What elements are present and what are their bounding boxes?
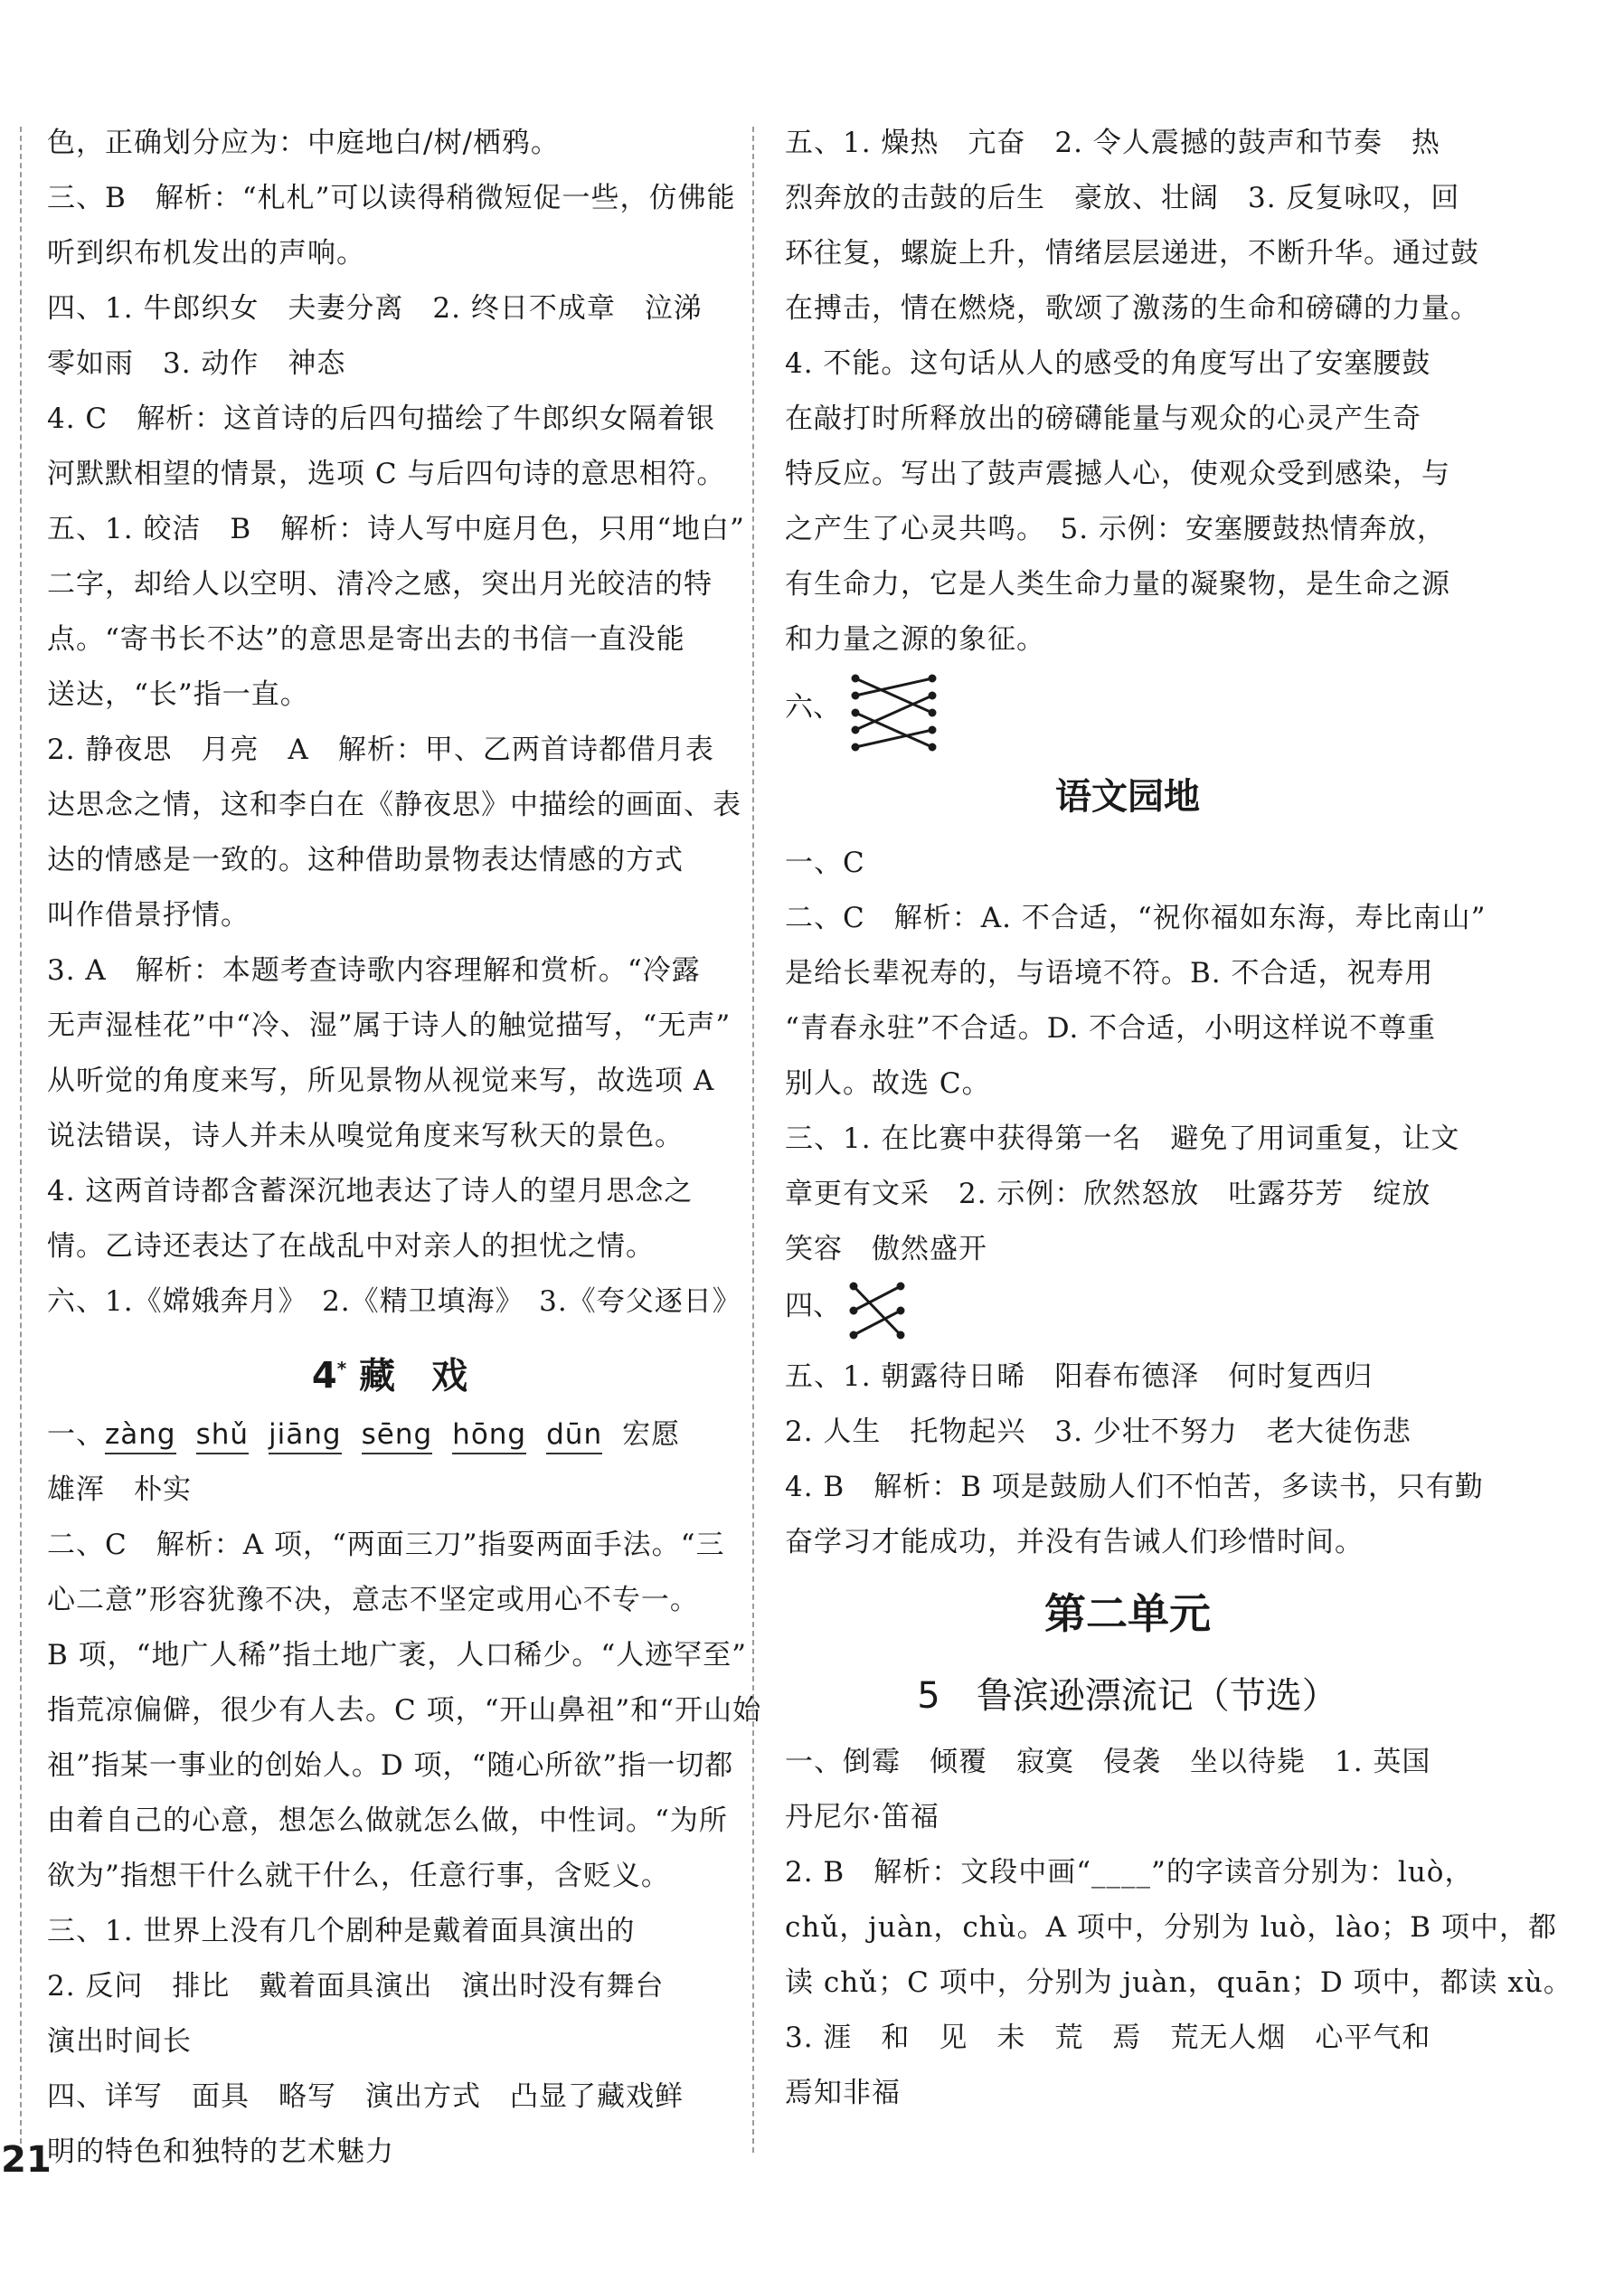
pinyin-item: shǔ bbox=[196, 1416, 249, 1454]
cross-lines-icon bbox=[846, 1277, 910, 1346]
text-line: 情。乙诗还表达了在战乱中对亲人的担忧之情。 bbox=[47, 1230, 655, 1263]
text-line: 4. B 解析：B 项是鼓励人们不怕苦，多读书，只有勤 bbox=[785, 1471, 1484, 1503]
pinyin-item: hōng bbox=[452, 1416, 526, 1454]
text-line: “青春永驻”不合适。D. 不合适，小明这样说不尊重 bbox=[785, 1012, 1437, 1045]
matching-figure-six bbox=[785, 668, 1470, 758]
pinyin-item: dūn bbox=[546, 1416, 602, 1454]
text-line: 心二意”形容犹豫不决，意志不坚定或用心不专一。 bbox=[47, 1584, 699, 1616]
column-divider-rule bbox=[752, 127, 754, 2153]
pinyin-item: jiāng bbox=[269, 1416, 342, 1454]
text-line: 一、倒霉 倾覆 寂寞 侵袭 坐以待毙 1. 英国 bbox=[785, 1746, 1431, 1778]
lesson-5-heading: 5 鲁滨逊漂流记（节选） bbox=[917, 1675, 1338, 1717]
text-line: 雄浑 朴实 bbox=[47, 1473, 192, 1506]
text-line: 欲为”指想干什么就干什么，任意行事，含贬义。 bbox=[47, 1860, 670, 1892]
text-line: 三、1. 在比赛中获得第一名 避免了用词重复，让文 bbox=[785, 1122, 1460, 1155]
text-line: 三、B 解析：“札札”可以读得稍微短促一些，仿佛能 bbox=[47, 182, 736, 214]
text-line: 达的情感是一致的。这种借助景物表达情感的方式 bbox=[47, 844, 684, 876]
text-line: 无声湿桂花”中“冷、湿”属于诗人的触觉描写，“无声” bbox=[47, 1009, 732, 1042]
text-line: 四、详写 面具 略写 演出方式 凸显了藏戏鲜 bbox=[47, 2080, 684, 2113]
text-line: 明的特色和独特的艺术魅力 bbox=[47, 2136, 394, 2168]
left-margin-rule bbox=[20, 127, 22, 2153]
lesson-number: 4 bbox=[311, 1355, 337, 1397]
text-line: 点。“寄书长不达”的意思是寄出去的书信一直没能 bbox=[47, 623, 685, 656]
yuwen-yuandi-heading: 语文园地 bbox=[1055, 776, 1200, 818]
text-line: B 项，“地广人稀”指土地广袤，人口稀少。“人迹罕至” bbox=[47, 1639, 748, 1672]
text-line: 五、1. 皎洁 B 解析：诗人写中庭月色，只用“地白” bbox=[47, 513, 745, 545]
pinyin-suffix: 宏愿 bbox=[622, 1418, 681, 1451]
text-line: 指荒凉偏僻，很少有人去。C 项，“开山鼻祖”和“开山始 bbox=[47, 1694, 762, 1727]
text-line: 有生命力，它是人类生命力量的凝聚物，是生命之源 bbox=[785, 568, 1450, 601]
text-line: 由着自己的心意，想怎么做就怎么做，中性词。“为所 bbox=[47, 1804, 728, 1837]
lesson-name: 藏 戏 bbox=[359, 1355, 468, 1397]
text-line: 环往复，螺旋上升，情绪层层递进，不断升华。通过鼓 bbox=[785, 237, 1479, 270]
page-number: 21 bbox=[1, 2139, 52, 2181]
text-line: 听到织布机发出的声响。 bbox=[47, 237, 365, 270]
text-line: 笑容 傲然盛开 bbox=[785, 1233, 987, 1265]
text-line: 焉知非福 bbox=[785, 2077, 901, 2109]
text-line: 别人。故选 C。 bbox=[785, 1067, 991, 1100]
text-line: 送达，“长”指一直。 bbox=[47, 678, 309, 711]
text-line: 2. 静夜思 月亮 A 解析：甲、乙两首诗都借月表 bbox=[47, 734, 714, 766]
text-line: 2. 反问 排比 戴着面具演出 演出时没有舞台 bbox=[47, 1970, 665, 2003]
lesson-4-heading bbox=[47, 1330, 732, 1407]
text-line: 四、1. 牛郎织女 夫妻分离 2. 终日不成章 泣涕 bbox=[47, 292, 703, 325]
text-line: 2. 人生 托物起兴 3. 少壮不努力 老大徒伤悲 bbox=[785, 1416, 1412, 1448]
text-line: 三、1. 世界上没有几个剧种是戴着面具演出的 bbox=[47, 1915, 636, 1947]
pinyin-item: sēng bbox=[362, 1416, 433, 1454]
text-line: 在敲打时所释放出的磅礴能量与观众的心灵产生奇 bbox=[785, 403, 1421, 435]
text-line: 色，正确划分应为：中庭地白/树/栖鸦。 bbox=[47, 127, 560, 159]
unit-heading: 第二单元 bbox=[1044, 1589, 1211, 1638]
text-line: 4. 不能。这句话从人的感受的角度写出了安塞腰鼓 bbox=[785, 347, 1431, 380]
text-line: 特反应。写出了鼓声震撼人心，使观众受到感染，与 bbox=[785, 458, 1450, 490]
text-line: 二、C 解析：A. 不合适，“祝你福如东海，寿比南山” bbox=[785, 902, 1487, 934]
lesson-star: * bbox=[336, 1358, 347, 1379]
text-line: 演出时间长 bbox=[47, 2025, 192, 2058]
text-line: 和力量之源的象征。 bbox=[785, 623, 1045, 656]
text-line: 零如雨 3. 动作 神态 bbox=[47, 347, 346, 380]
text-line: 二、C 解析：A 项，“两面三刀”指耍两面手法。“三 bbox=[47, 1529, 725, 1561]
text-line: 从听觉的角度来写，所见景物从视觉来写，故选项 A bbox=[47, 1065, 715, 1097]
pinyin-line bbox=[47, 1407, 732, 1463]
text-line: 叫作借景抒情。 bbox=[47, 899, 250, 932]
text-line: 说法错误，诗人并未从嗅觉角度来写秋天的景色。 bbox=[47, 1120, 684, 1152]
text-line: 奋学习才能成功，并没有告诫人们珍惜时间。 bbox=[785, 1526, 1364, 1558]
text-line: 丹尼尔·笛福 bbox=[785, 1801, 939, 1833]
text-line: 之产生了心灵共鸣。 5. 示例：安塞腰鼓热情奔放， bbox=[785, 513, 1446, 545]
text-line: 五、1. 朝露待日晞 阳春布德泽 何时复西归 bbox=[785, 1360, 1374, 1393]
matching-label: 六、 bbox=[785, 691, 841, 724]
text-line: 章更有文采 2. 示例：欣然怒放 吐露芬芳 绽放 bbox=[785, 1178, 1431, 1210]
left-column bbox=[47, 116, 762, 2180]
text-line: 一、C bbox=[785, 847, 865, 879]
text-line: 在搏击，情在燃烧，歌颂了激荡的生命和磅礴的力量。 bbox=[785, 292, 1479, 325]
pinyin-item: zàng bbox=[105, 1416, 176, 1454]
text-line: 读 chǔ；C 项中，分别为 juàn，quān；D 项中，都读 xù。 bbox=[785, 1966, 1572, 1999]
text-line: 河默默相望的情景，选项 C 与后四句诗的意思相符。 bbox=[47, 458, 726, 490]
text-line: 4. 这两首诗都含蓄深沉地表达了诗人的望月思念之 bbox=[47, 1175, 694, 1208]
right-column bbox=[785, 116, 1572, 2121]
text-line: 烈奔放的击鼓的后生 豪放、壮阔 3. 反复咏叹，回 bbox=[785, 182, 1460, 214]
text-line: 祖”指某一事业的创始人。D 项，“随心所欲”指一切都 bbox=[47, 1749, 734, 1782]
matching-figure-four bbox=[785, 1277, 1470, 1350]
pinyin-prefix: 一、 bbox=[47, 1418, 105, 1451]
text-line: 五、1. 燥热 亢奋 2. 令人震撼的鼓声和节奏 热 bbox=[785, 127, 1440, 159]
text-line: 2. B 解析：文段中画“____”的字读音分别为：luò， bbox=[785, 1856, 1474, 1889]
matching-label: 四、 bbox=[785, 1290, 841, 1322]
matching-lines-icon bbox=[846, 668, 946, 754]
text-line: 六、1.《嫦娥奔月》 2.《精卫填海》 3.《夸父逐日》 bbox=[47, 1285, 741, 1318]
text-line: 4. C 解析：这首诗的后四句描绘了牛郎织女隔着银 bbox=[47, 403, 716, 435]
text-line: 3. A 解析：本题考查诗歌内容理解和赏析。“冷露 bbox=[47, 954, 701, 987]
text-line: 3. 涯 和 见 未 荒 焉 荒无人烟 心平气和 bbox=[785, 2022, 1431, 2054]
text-line: 是给长辈祝寿的，与语境不符。B. 不合适，祝寿用 bbox=[785, 957, 1434, 990]
text-line: 二字，却给人以空明、清冷之感，突出月光皎洁的特 bbox=[47, 568, 713, 601]
text-line: 达思念之情，这和李白在《静夜思》中描绘的画面、表 bbox=[47, 789, 741, 821]
text-line: chǔ，juàn，chù。A 项中，分别为 luò，lào；B 项中，都 bbox=[785, 1911, 1557, 1944]
